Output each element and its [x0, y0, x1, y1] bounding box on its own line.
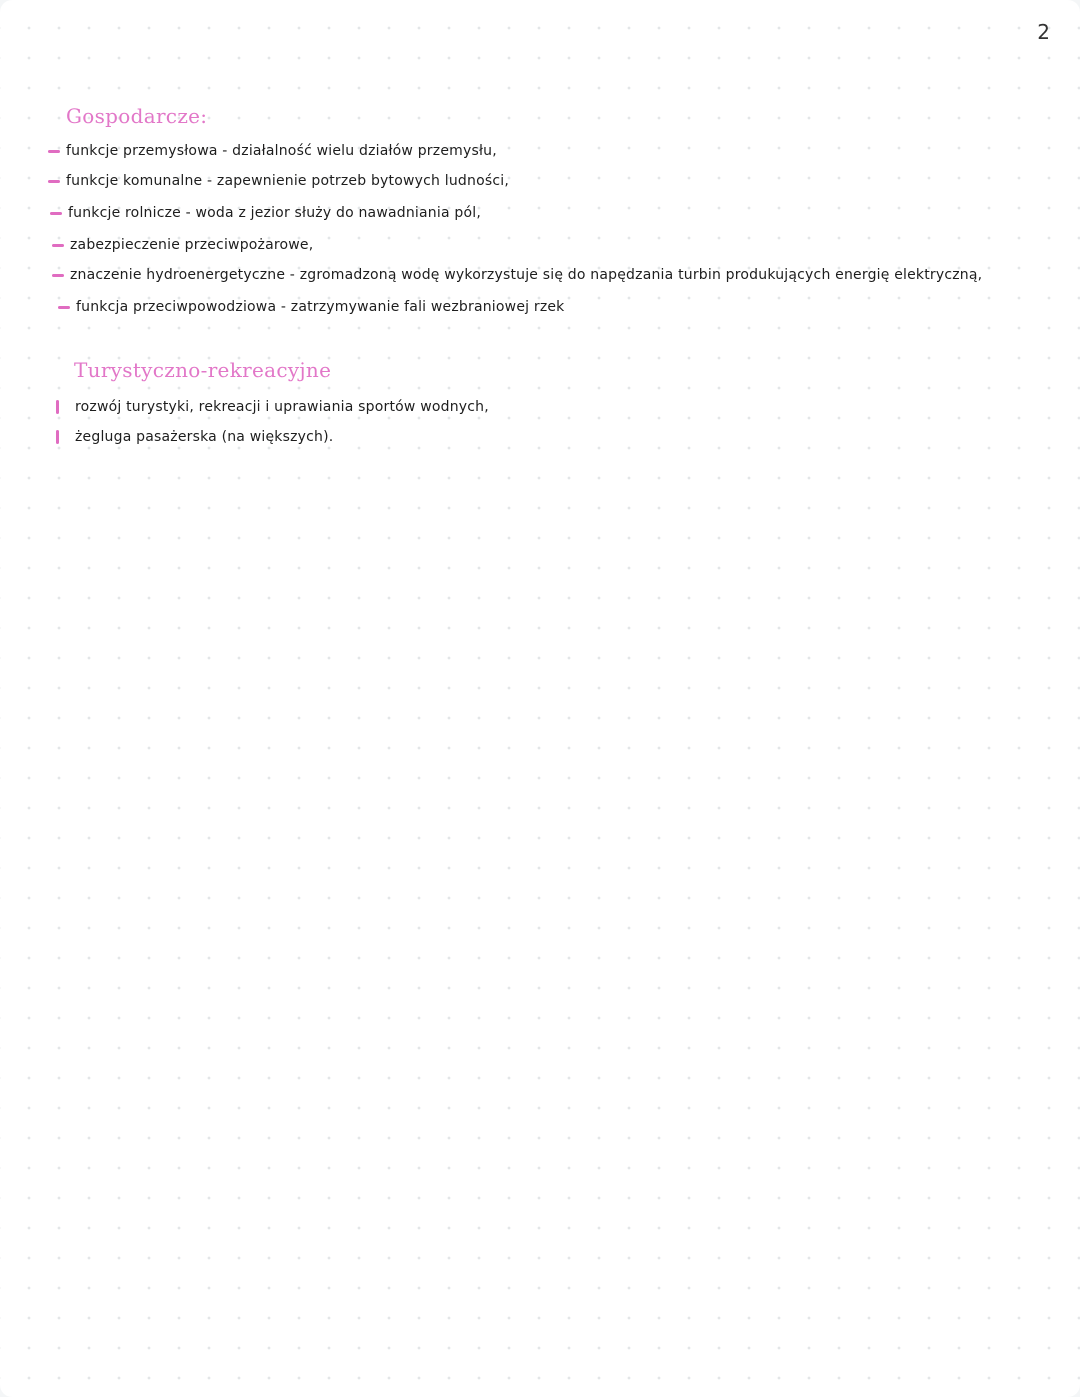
- list-item-text: zabezpieczenie przeciwpożarowe,: [70, 237, 314, 253]
- list-item-text: rozwój turystyki, rekreacji i uprawiania sportów wodnych,: [75, 399, 489, 415]
- bullet-dash: [48, 150, 60, 153]
- bullet-dash: [48, 180, 60, 183]
- bullet-dash: [52, 274, 64, 277]
- list-item-text: funkcje przemysłowa - działalność wielu działów przemysłu,: [66, 143, 497, 159]
- bullet-dash: [56, 430, 59, 444]
- list-item: [52, 266, 982, 284]
- list-item-text: żegluga pasażerska (na większych).: [75, 429, 334, 445]
- bullet-dash: [58, 306, 70, 309]
- list-item: [52, 236, 313, 254]
- bullet-dash: [56, 400, 59, 414]
- list-item: [48, 172, 509, 190]
- list-item: [58, 298, 565, 316]
- list-item-text: funkcja przeciwpowodziowa - zatrzymywanie fali wezbraniowej rzek: [76, 299, 565, 315]
- bullet-dash: [50, 212, 62, 215]
- list-item: [56, 428, 333, 446]
- list-item: [50, 204, 481, 222]
- list-item-text: znaczenie hydroenergetyczne - zgromadzoną wodę wykorzystuje się do napędzania turbin produkujących energię elektryczną,: [70, 267, 983, 283]
- list-item-text: funkcje rolnicze - woda z jezior służy do nawadniania pól,: [68, 205, 481, 221]
- section-heading-tourism: Turystyczno-rekreacyjne: [74, 358, 332, 382]
- bullet-dash: [52, 244, 64, 247]
- page-number: 2: [1037, 20, 1050, 44]
- section-heading-economic: Gospodarcze:: [66, 104, 208, 128]
- list-item-text: funkcje komunalne - zapewnienie potrzeb bytowych ludności,: [66, 173, 509, 189]
- list-item: [56, 398, 489, 416]
- list-item: [48, 142, 497, 160]
